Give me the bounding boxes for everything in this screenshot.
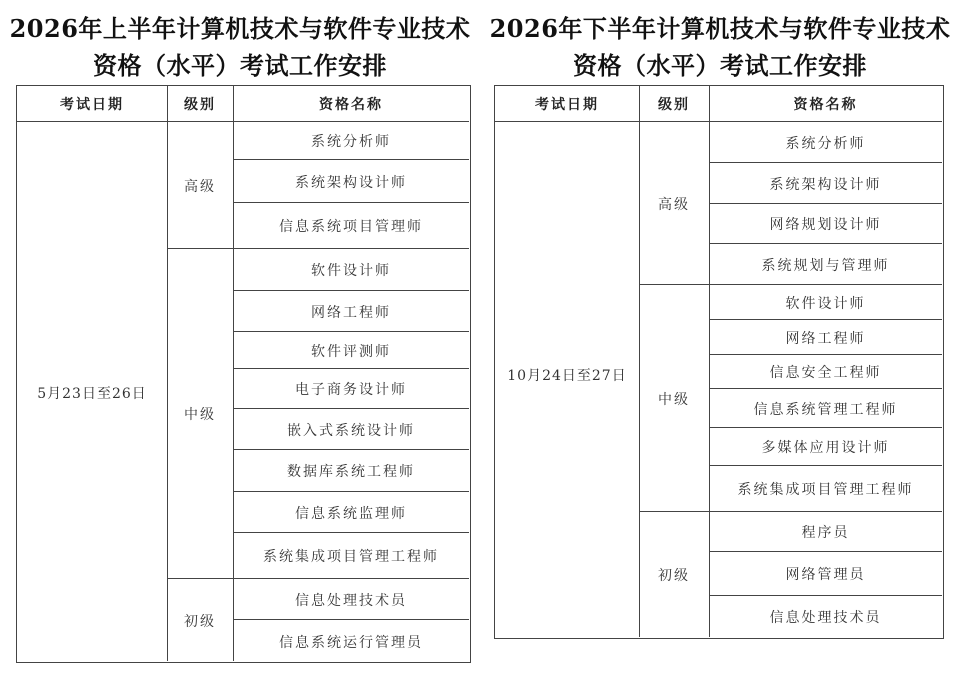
schedule-table: [494, 85, 944, 639]
page-title-line2: 资格（水平）考试工作安排: [573, 51, 867, 80]
header-date: 考试日期: [535, 97, 599, 113]
qualification-item: 系统架构设计师: [769, 176, 882, 193]
qualification-item: 软件设计师: [311, 263, 391, 279]
header-level: 级别: [658, 97, 690, 113]
qualification-item: 系统集成项目管理工程师: [263, 549, 439, 565]
qualification-item: 嵌入式系统设计师: [287, 422, 415, 439]
schedule-table: [16, 85, 471, 663]
level-senior: 高级: [184, 178, 216, 195]
exam-date: 10月24日至27日: [507, 367, 627, 384]
qualification-item: 信息安全工程师: [769, 365, 882, 381]
header-level: 级别: [184, 97, 216, 113]
qualification-item: 软件设计师: [785, 295, 866, 312]
qualification-item: 网络规划设计师: [769, 217, 882, 233]
page-title-line1: 2026年上半年计算机技术与软件专业技术: [9, 14, 471, 43]
qualification-item: 网络工程师: [785, 330, 866, 347]
qualification-item: 多媒体应用设计师: [761, 440, 890, 456]
qualification-item: 系统分析师: [311, 134, 391, 150]
qualification-item: 网络工程师: [311, 304, 391, 321]
header-name: 资格名称: [793, 97, 858, 113]
level-intermediate: 中级: [658, 391, 690, 408]
page-title-line1: 2026年下半年计算机技术与软件专业技术: [489, 14, 951, 43]
page-title-line2: 资格（水平）考试工作安排: [93, 51, 387, 80]
level-intermediate: 中级: [184, 407, 216, 423]
qualification-item: 网络管理员: [785, 567, 866, 583]
qualification-item: 程序员: [801, 525, 850, 541]
header-name: 资格名称: [319, 97, 383, 113]
qualification-item: 信息系统运行管理员: [279, 634, 423, 651]
qualification-item: 系统集成项目管理工程师: [737, 482, 914, 498]
qualification-item: 数据库系统工程师: [287, 464, 415, 480]
second-half-schedule: [480, 0, 960, 679]
qualification-item: 信息处理技术员: [769, 609, 882, 626]
qualification-item: 信息系统项目管理师: [279, 219, 423, 235]
qualification-item: 信息系统管理工程师: [753, 401, 898, 418]
exam-date: 5月23日至26日: [37, 385, 147, 402]
qualification-item: 电子商务设计师: [295, 382, 407, 398]
level-junior: 初级: [658, 567, 690, 584]
qualification-item: 信息处理技术员: [295, 592, 407, 609]
qualification-item: 信息系统监理师: [295, 505, 407, 522]
level-junior: 初级: [184, 614, 216, 630]
header-date: 考试日期: [60, 97, 124, 113]
qualification-item: 系统分析师: [785, 135, 866, 152]
qualification-item: 软件评测师: [311, 343, 391, 360]
level-senior: 高级: [658, 196, 690, 213]
qualification-item: 系统规划与管理师: [761, 257, 890, 274]
qualification-item: 系统架构设计师: [295, 174, 407, 191]
